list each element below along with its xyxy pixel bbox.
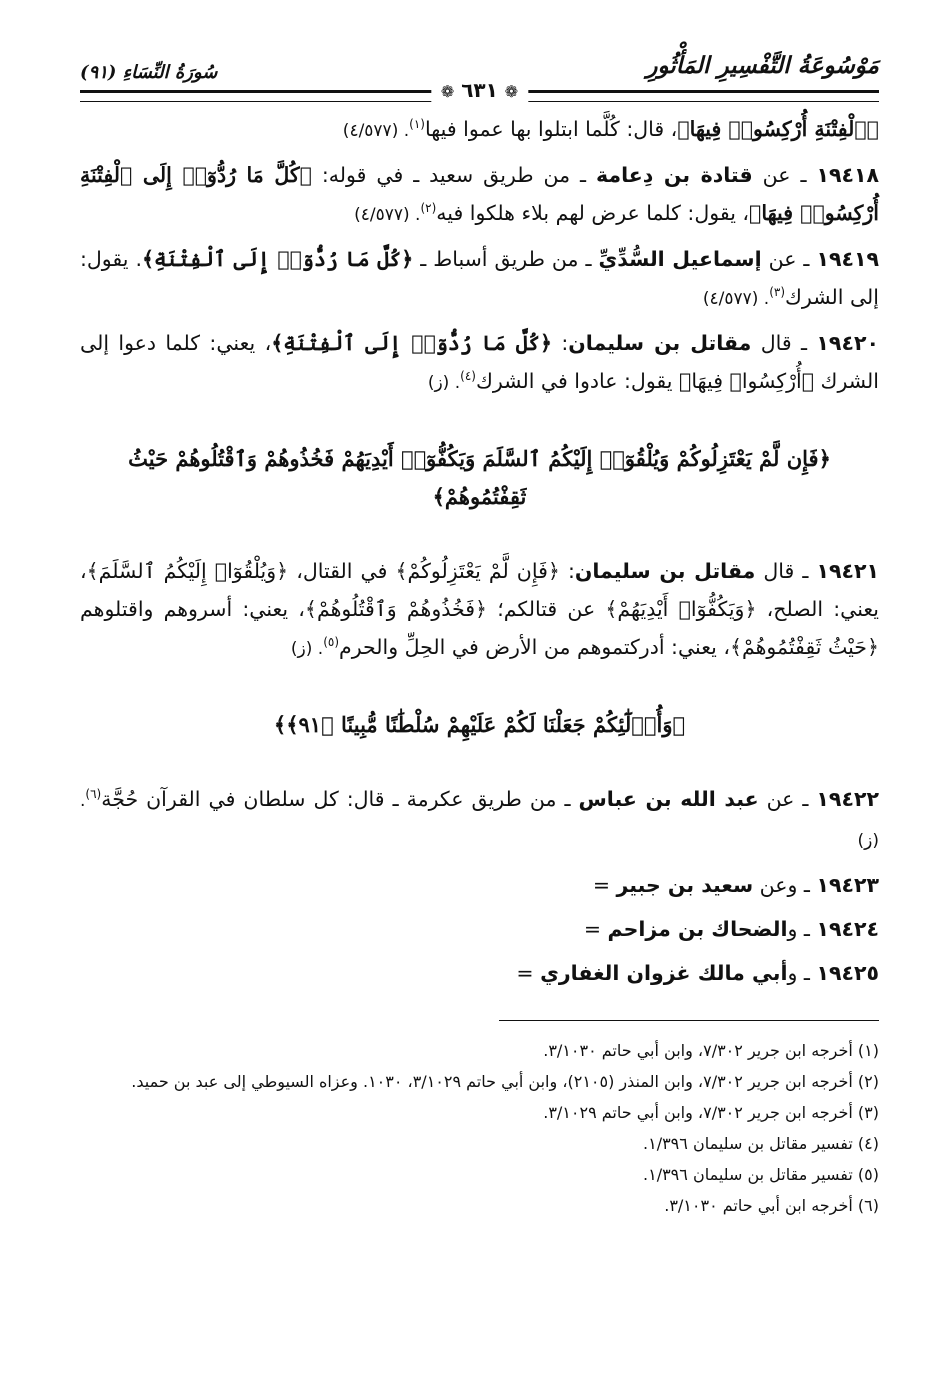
entry-number: ١٩٤٢٥ [816, 961, 879, 985]
entry-chain: ـ من طريق أسباط ـ [413, 247, 599, 271]
entry-prefix: ـ و [787, 917, 817, 941]
narrator-name: أبي مالك غزوان الغفاري [540, 961, 788, 985]
page [80, 52, 879, 1338]
narrator-name: الضحاك بن مزاحم [607, 917, 788, 941]
quran-quote: ﴿كُلَّ مَا رُدُّوٓا۟ إِلَى ٱلْفِتْنَةِ﴾ [271, 331, 552, 355]
entry-text: ، قال: كُلَّما ابتلوا بها عموا فيها [424, 117, 678, 141]
verse-heading: ﴿وَأُو۟لَٰٓئِكُمْ جَعَلْنَا لَكُمْ عَلَيْهِمْ سُلْطَٰنًا مُّبِينًا ﴿٩١﴾﴾ [273, 712, 686, 737]
source-ref: . (ز) [290, 639, 324, 659]
narrator-name: مقاتل بن سليمان [574, 559, 756, 583]
entry-prefix: ـ و [787, 961, 817, 985]
quran-quote: ﴿كُلَّ مَا رُدُّوٓا۟ إِلَى ٱلْفِتْنَةِ أُرْكِسُوا۟ فِيهَا﴾ [80, 163, 879, 225]
entry-19423 [80, 866, 879, 904]
footnote: (٢) أخرجه ابن جرير ٧/٣٠٢، وابن المنذر (٢١٠٥)، وابن أبي حاتم ٣/١٠٢٩، ١٠٣٠. وعزاه السيوطي إلى عبد بن حميد. [131, 1072, 879, 1091]
verse-heading: ﴿فَإِن لَّمْ يَعْتَزِلُوكُمْ وَيُلْقُوٓا۟ إِلَيْكُمُ ٱلسَّلَمَ وَيَكُفُّوٓا۟ أَيْدِيَهُمْ فَخُذُوهُمْ وَٱقْتُلُوهُمْ حَيْثُ ثَقِفْتُمُوهُمْ﴾ [128, 446, 831, 509]
source-ref: . (٤/٥٧٧) [342, 121, 410, 141]
entry-19419 [80, 240, 879, 318]
entry-prefix: ـ عن [758, 787, 817, 811]
entry-number: ١٩٤٢٤ [816, 917, 879, 941]
entry-text: : ﴿فَإِن لَّمْ يَعْتَزِلُوكُمْ﴾ في القتال، ﴿وَيُلْقُوٓا۟ إِلَيْكُمُ ٱلسَّلَمَ﴾، يعني: الصلح، ﴿وَيَكُفُّوٓا۟ أَيْدِيَهُمْ﴾ عن قتالكم؛ ﴿فَخُذُوهُمْ وَٱقْتُلُوهُمْ﴾، يعني: أسروهم واقتلوهم ﴿حَيْثُ ثَقِفْتُمُوهُمْ﴾، يعني: أدركتموهم من الأرض في الحِلِّ والحرم [80, 559, 879, 659]
entry-tail: = [592, 873, 617, 897]
narrator-name: سعيد بن جبير [616, 873, 754, 897]
surah-title: سُورَةُ النِّسَاءِ (٩١) [80, 62, 218, 83]
entry-number: ١٩٤٢٠ [816, 331, 879, 355]
narrator-name: قتادة بن دِعامة [595, 163, 753, 187]
entry-prefix: ـ عن [761, 247, 817, 271]
entry-continuation [80, 110, 879, 150]
entry-prefix: ـ وعن [753, 873, 817, 897]
footnote-separator [499, 1020, 879, 1021]
entry-prefix: ـ عن [752, 163, 817, 187]
entry-19421 [80, 552, 879, 668]
ornament-icon: ❁ [504, 82, 519, 101]
footnote-ref: (١) [409, 117, 425, 132]
source-ref: . (ز) [427, 373, 461, 393]
ornament-icon: ❁ [440, 82, 455, 101]
entry-text: ـ من طريق عكرمة ـ قال: كل سلطان في القرآن حُجَّة [101, 787, 579, 811]
quran-quote: ﴿كُلَّ مَا رُدُّوٓا۟ إِلَى ٱلْفِتْنَةِ﴾ [141, 247, 414, 271]
entry-19425 [80, 954, 879, 992]
footnote: (٦) أخرجه ابن أبي حاتم ٣/١٠٣٠. [664, 1196, 879, 1215]
entry-prefix: ـ قال [755, 559, 817, 583]
entry-chain: : [551, 331, 569, 355]
footnotes [80, 1035, 879, 1221]
entry-number: ١٩٤٢٢ [816, 787, 879, 811]
entry-19418 [80, 156, 879, 234]
footnote-ref: (٣) [769, 285, 786, 300]
footnote: (٥) تفسير مقاتل بن سليمان ١/٣٩٦. [643, 1165, 879, 1184]
entry-number: ١٩٤٢٣ [816, 873, 879, 897]
entry-number: ١٩٤٢١ [816, 559, 879, 583]
entry-text: ، يعني: كلما دعوا إلى الشرك ﴿أُرْكِسُوا۟ فِيهَا﴾ يقول: عادوا في الشرك [80, 331, 879, 393]
entry-19422 [80, 780, 879, 860]
narrator-name: مقاتل بن سليمان [568, 331, 752, 355]
entry-tail: = [516, 961, 541, 985]
narrator-name: عبد الله بن عباس [578, 787, 759, 811]
source-ref: . (ز) [80, 791, 879, 851]
page-number-box [431, 78, 528, 102]
footnote: (١) أخرجه ابن جرير ٧/٣٠٢، وابن أبي حاتم ٣/١٠٣٠. [543, 1041, 879, 1060]
page-header [80, 52, 879, 110]
book-title: مَوْسُوعَةُ التَّفْسِيرِ المَأْثُورِ [646, 52, 879, 79]
footnote: (٤) تفسير مقاتل بن سليمان ١/٣٩٦. [643, 1134, 879, 1153]
footnote-ref: (٢) [420, 201, 437, 216]
entry-text: ، يقول: كلما عرض لهم بلاء هلكوا فيه [436, 201, 750, 225]
entry-19424 [80, 910, 879, 948]
quran-quote: ﴿ٱلْفِتْنَةِ أُرْكِسُوا۟ فِيهَا﴾ [677, 117, 879, 141]
footnote-ref: (٥) [323, 635, 340, 650]
footnote-ref: (٤) [460, 369, 476, 384]
page-number: ٦٣١ [461, 78, 498, 102]
source-ref: . (٤/٥٧٧) [702, 289, 770, 309]
entry-prefix: ـ قال [751, 331, 817, 355]
narrator-name: إسماعيل السُّدِّيِّ [598, 247, 762, 271]
entry-text: . يقول: إلى الشرك [80, 247, 879, 309]
entry-chain: ـ من طريق سعيد ـ في قوله: [311, 163, 596, 187]
entry-number: ١٩٤١٩ [816, 247, 879, 271]
entry-number: ١٩٤١٨ [816, 163, 879, 187]
footnote: (٣) أخرجه ابن جرير ٧/٣٠٢، وابن أبي حاتم ٣/١٠٢٩. [543, 1103, 879, 1122]
entry-tail: = [583, 917, 608, 941]
footnote-ref: (٦) [85, 787, 102, 802]
source-ref: . (٤/٥٧٧) [354, 205, 421, 225]
entry-19420 [80, 324, 879, 402]
main-text [80, 110, 879, 992]
